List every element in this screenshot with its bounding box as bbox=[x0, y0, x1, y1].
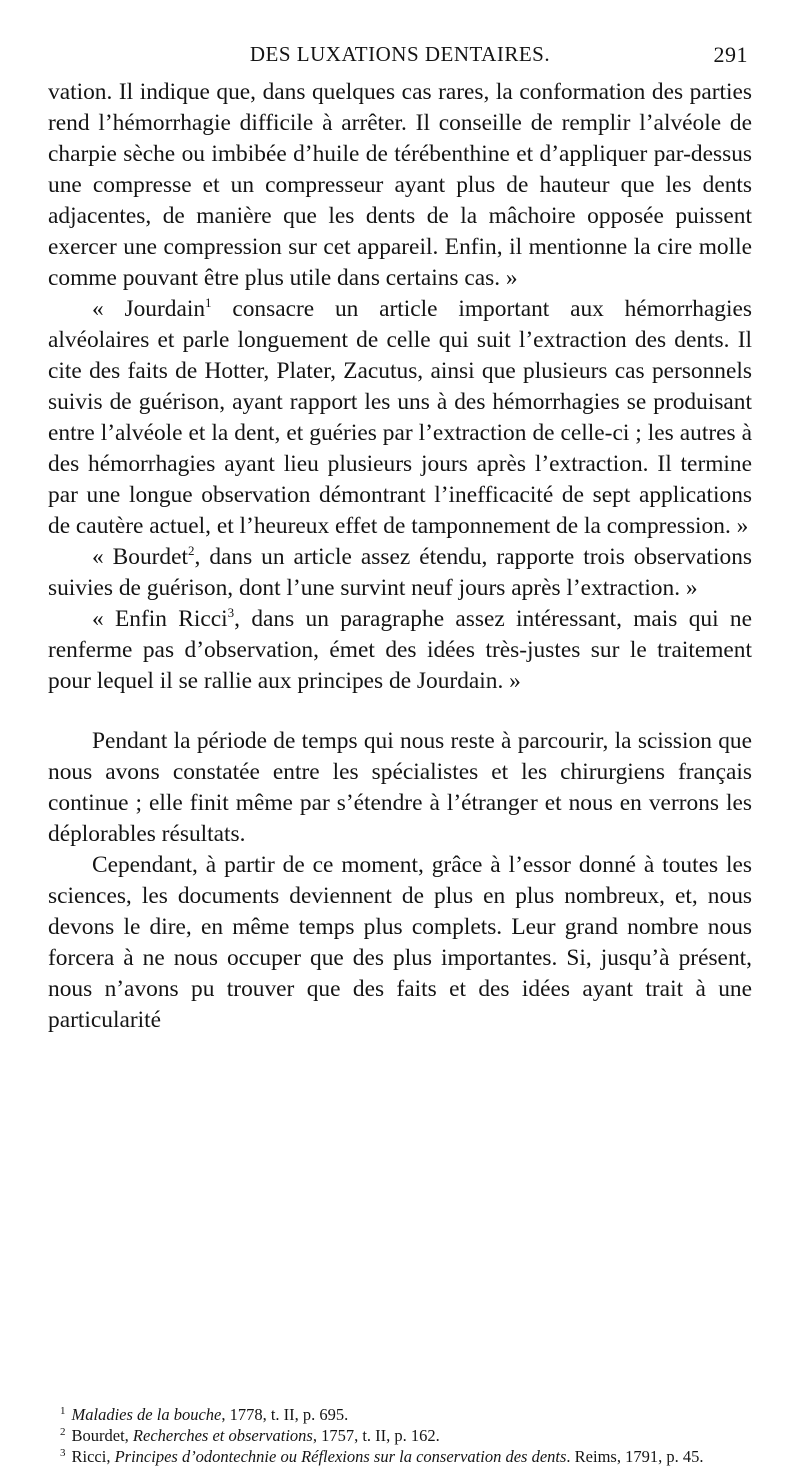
paragraph-bourdet bbox=[48, 542, 752, 604]
footnote-author: Bourdet, bbox=[71, 1426, 133, 1445]
paragraph-cependant bbox=[48, 850, 752, 1036]
footnote-work: Principes d’odontechnie ou Réflexions sur la conservation des dents bbox=[114, 1447, 567, 1466]
paragraph-periode bbox=[48, 726, 752, 850]
paragraph-text: consacre un article important aux hémorrhagies alvéolaires et parle longuement de celle qui suit l’extraction des dents. Il cite des faits de Hotter, Plater, Zacutus, ainsi que plusieurs cas personnels suivis de guérison, ayant rapport les uns à des hémorrhagies se produisant entre l’alvéole et la dent, et guéries par l’extraction de celle-ci ; les autres à des hémorrhagies ayant lieu plusieurs jours après l’extraction. Il termine par une longue observation démontrant l’inefficacité de sept applications de cautère actuel, et l’heureux effet de tamponnement de la compression. » bbox=[48, 296, 752, 539]
paragraph-text: , dans un paragraphe assez intéressant, mais qui ne renferme pas d’observation, émet des idées très-justes sur le traitement pour lequel il se rallie aux principes de Jourdain. » bbox=[48, 606, 752, 694]
paragraph-ricci bbox=[48, 604, 752, 697]
paragraph-text: Cependant, à partir de ce moment, grâce à l’essor donné à toutes les sciences, les documents deviennent de plus en plus nombreux, et, nous devons le dire, en même temps plus complets. Leur grand nombre nous forcera à ne nous occuper que des plus importantes. Si, jusqu’à présent, nous n’avons pu trouver que des faits et des idées ayant trait à une particularité bbox=[48, 852, 752, 1033]
footnotes bbox=[48, 1404, 752, 1467]
footnote-2 bbox=[48, 1425, 752, 1446]
paragraph-text: Pendant la période de temps qui nous reste à parcourir, la scission que nous avons constatée entre les spécialistes et les chirurgiens français continue ; elle finit même par s’étendre à l’étranger et nous en verrons les déplorables résultats. bbox=[48, 728, 752, 847]
footnote-1 bbox=[48, 1404, 752, 1425]
footnote-mark: 1 bbox=[60, 1404, 66, 1417]
footnote-details: , 1778, t. II, p. 695. bbox=[221, 1405, 349, 1424]
paragraph-lead: « Bourdet bbox=[92, 544, 189, 570]
footnote-mark: 2 bbox=[60, 1425, 66, 1438]
footnote-work: Maladies de la bouche bbox=[71, 1405, 222, 1424]
footnote-mark: 3 bbox=[60, 1446, 66, 1459]
paragraph-text: vation. Il indique que, dans quelques cas rares, la conformation des parties rend l’hémorrhagie difficile à arrêter. Il conseille de remplir l’alvéole de charpie sèche ou imbibée d’huile de térébenthine et d’appliquer par-dessus une compresse et un compresseur ayant plus de hauteur que les dents adjacentes, de manière que les dents de la mâchoire opposée puissent exercer une compression sur cet appareil. Enfin, il mentionne la cire molle comme pouvant être plus utile dans certains cas. » bbox=[48, 79, 752, 291]
paragraph-text: , dans un article assez étendu, rapporte trois observations suivies de guérison, dont l’une survint neuf jours après l’extraction. » bbox=[48, 544, 752, 601]
footnote-work: Recherches et observations bbox=[132, 1426, 313, 1445]
footnote-ref: 1 bbox=[205, 295, 212, 311]
paragraph-jourdain bbox=[48, 294, 752, 542]
paragraph-continuation bbox=[48, 77, 752, 294]
footnote-details: , 1757, t. II, p. 162. bbox=[312, 1426, 440, 1445]
footnote-author: Ricci, bbox=[71, 1447, 115, 1466]
running-title: DES LUXATIONS DENTAIRES. bbox=[249, 42, 551, 66]
page-number: 291 bbox=[713, 42, 748, 67]
paragraph-lead: « Enfin Ricci bbox=[92, 606, 228, 632]
footnote-3 bbox=[48, 1446, 752, 1467]
running-head bbox=[48, 42, 752, 72]
footnote-details: . Reims, 1791, p. 45. bbox=[566, 1447, 704, 1466]
footnote-ref: 3 bbox=[227, 605, 235, 621]
body-text bbox=[48, 77, 752, 1036]
paragraph-lead: « Jourdain bbox=[92, 296, 206, 322]
footnote-ref: 2 bbox=[188, 543, 195, 559]
